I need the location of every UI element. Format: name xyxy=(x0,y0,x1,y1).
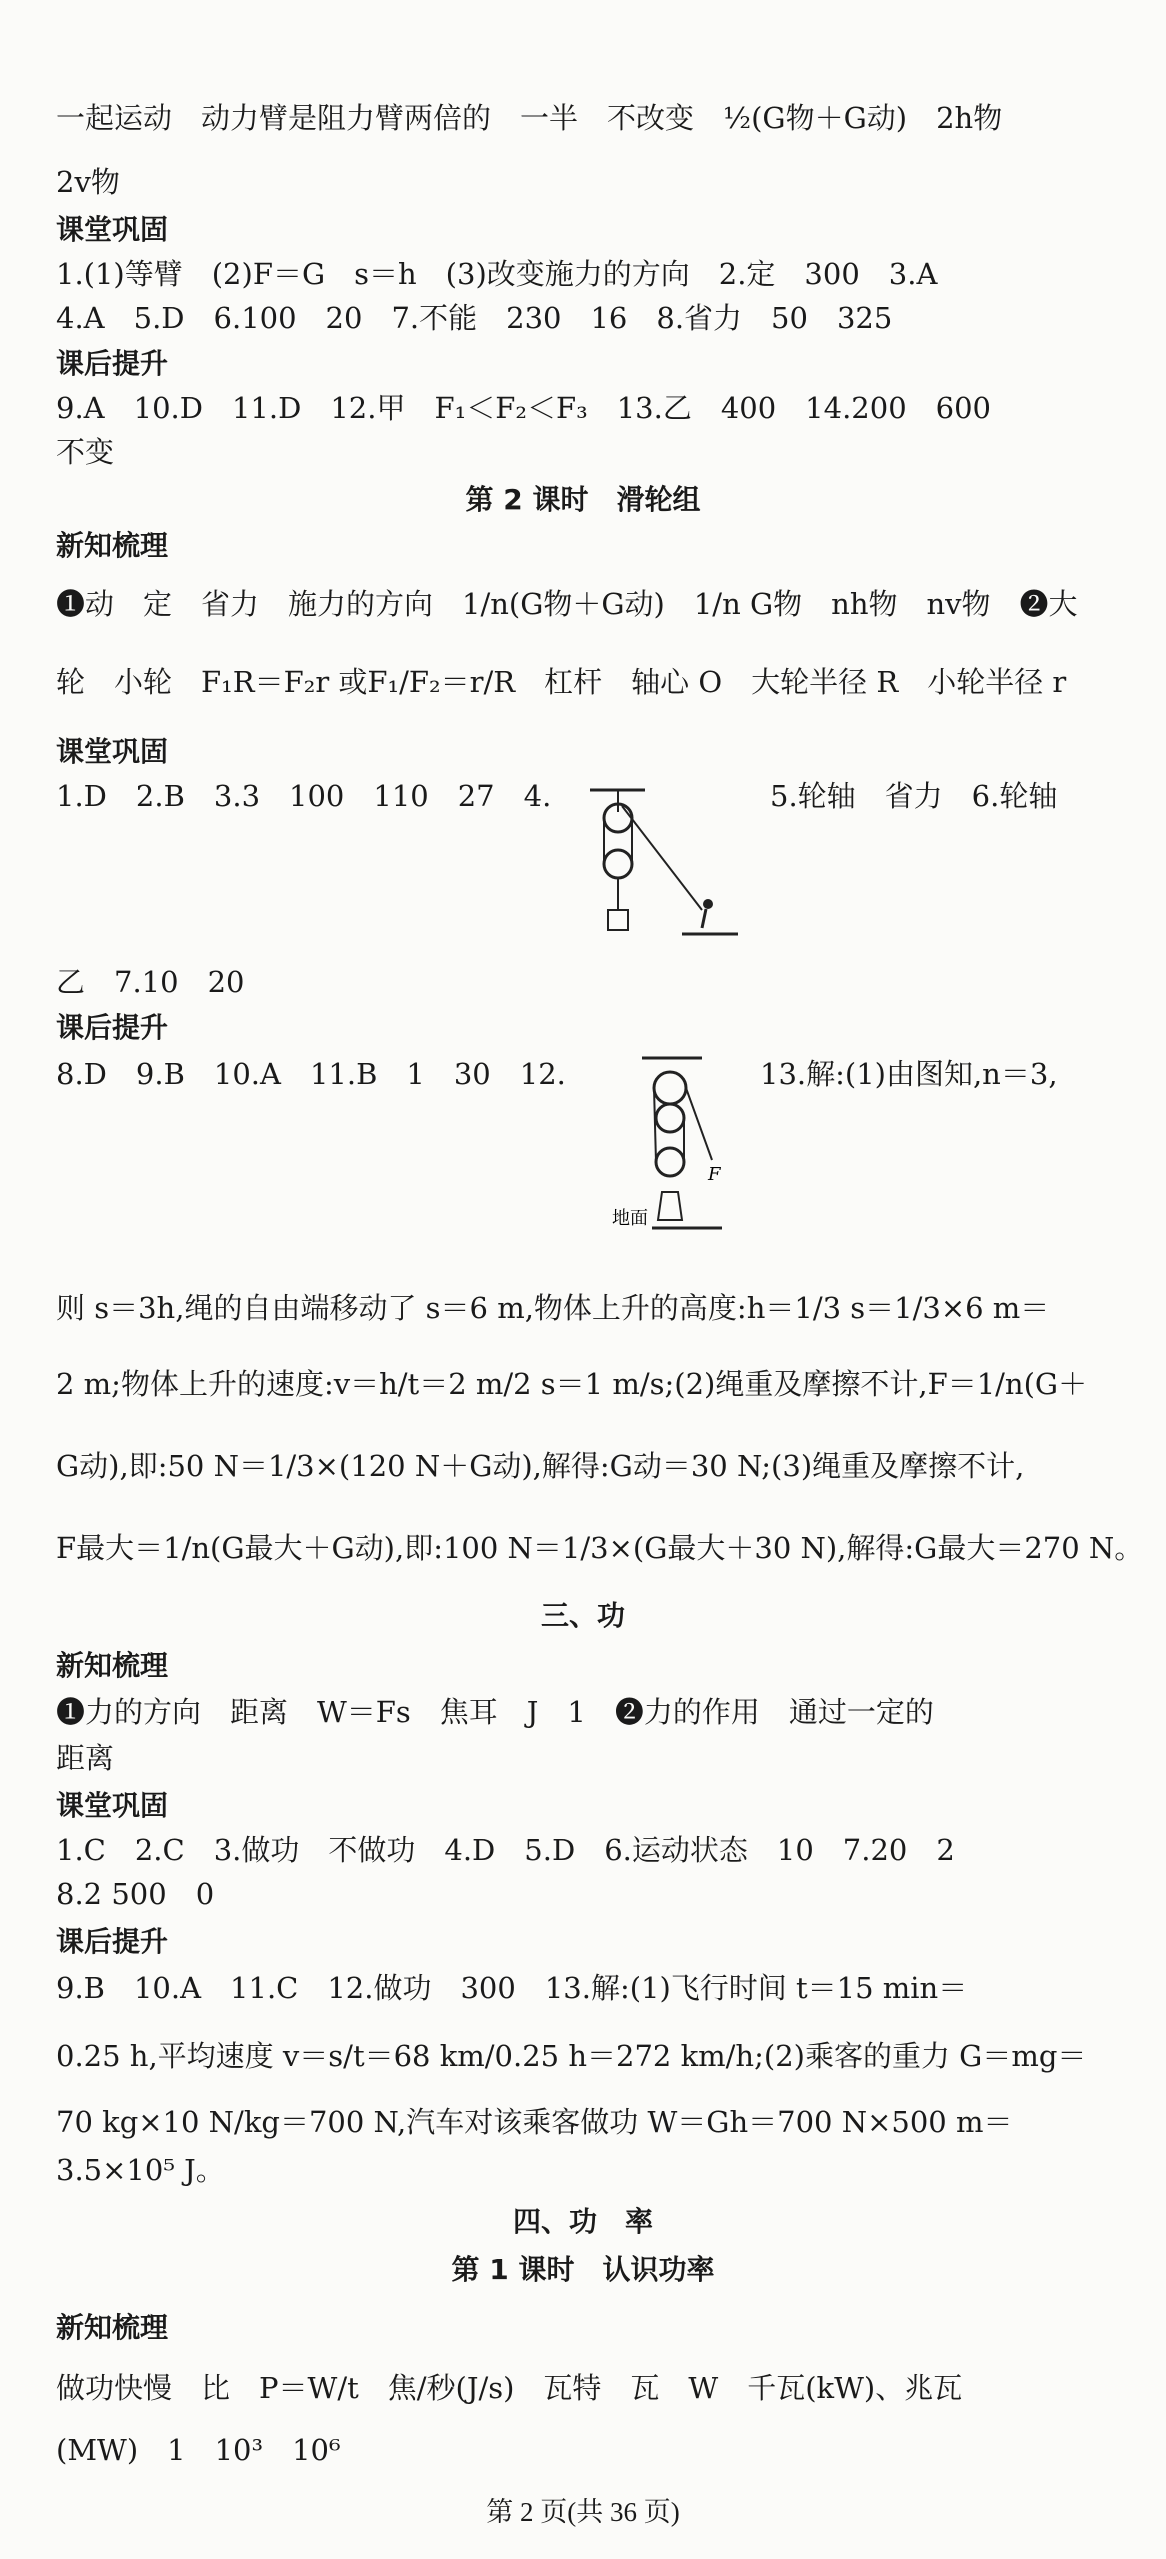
line-7: 9.A 10.D 11.D 12.甲 F₁＜F₂＜F₃ 13.乙 400 14.200 600 xyxy=(56,391,992,425)
force-label: F xyxy=(708,1164,721,1185)
line-14: 1.D 2.B 3.3 100 110 27 4. xyxy=(56,779,552,813)
line-5: 4.A 5.D 6.100 20 7.不能 230 16 8.省力 50 325 xyxy=(56,301,893,335)
pulley-figure-1 xyxy=(570,782,740,942)
person-head xyxy=(703,899,713,909)
line-8: 不变 xyxy=(56,435,115,469)
line-19: 13.解:(1)由图知,n＝3, xyxy=(760,1057,1058,1091)
line-16: 乙 7.10 20 xyxy=(56,965,245,999)
lesson-title: 第 1 课时 认识功率 xyxy=(451,2253,715,2286)
line-1: 一起运动 动力臂是阻力臂两倍的 一半 不改变 ½(G物＋G动) 2h物 xyxy=(56,101,1003,135)
fixed-pulley xyxy=(656,1104,684,1132)
line-27: 距离 xyxy=(56,1741,115,1775)
line-23: F最大＝1/n(G最大＋G动),即:100 N＝1/3×(G最大＋30 N),解得:G最大＝270 N。 xyxy=(56,1531,1144,1565)
moving-pulley xyxy=(604,850,632,878)
section-heading: 课后提升 xyxy=(56,1925,169,1958)
page-footer: 第 2 页(共 36 页) xyxy=(486,2497,680,2527)
line-40: (MW) 1 10³ 10⁶ xyxy=(56,2433,341,2467)
line-26: ❶力的方向 距离 W＝Fs 焦耳 J 1 ❷力的作用 通过一定的 xyxy=(56,1695,934,1729)
load-weight xyxy=(658,1192,682,1220)
ground-label: 地面 xyxy=(612,1208,648,1229)
section-heading: 新知梳理 xyxy=(56,529,169,562)
rope xyxy=(654,1088,656,1162)
section-heading: 课堂巩固 xyxy=(56,735,169,768)
section-heading: 课堂巩固 xyxy=(56,213,169,246)
lesson-title: 第 2 课时 滑轮组 xyxy=(465,483,701,516)
load-box xyxy=(608,910,628,930)
pulley-figure-2 xyxy=(612,1052,722,1252)
line-29: 1.C 2.C 3.做功 不做功 4.D 5.D 6.运动状态 10 7.20 2 xyxy=(56,1833,955,1867)
line-32: 9.B 10.A 11.C 12.做功 300 13.解:(1)飞行时间 t＝15 min＝ xyxy=(56,1971,968,2005)
line-18: 8.D 9.B 10.A 11.B 1 30 12. xyxy=(56,1057,566,1091)
section-heading: 课后提升 xyxy=(56,1011,169,1044)
line-20: 则 s＝3h,绳的自由端移动了 s＝6 m,物体上升的高度:h＝1/3 s＝1/3×6 m＝ xyxy=(56,1291,1050,1325)
line-34: 70 kg×10 N/kg＝700 N,汽车对该乘客做功 W＝Gh＝700 N×500 m＝ xyxy=(56,2105,1013,2139)
line-39: 做功快慢 比 P＝W/t 焦/秒(J/s) 瓦特 瓦 W 千瓦(kW)、兆瓦 xyxy=(56,2371,963,2405)
line-21: 2 m;物体上升的速度:v＝h/t＝2 m/2 s＝1 m/s;(2)绳重及摩擦不计,F＝1/n(G＋ xyxy=(56,1367,1088,1401)
chapter-title: 四、功 率 xyxy=(512,2205,653,2238)
pull-rope xyxy=(622,806,702,910)
section-heading: 新知梳理 xyxy=(56,2311,169,2344)
section-heading: 课后提升 xyxy=(56,347,169,380)
line-2: 2v物 xyxy=(56,165,120,199)
line-35: 3.5×10⁵ J。 xyxy=(56,2153,225,2187)
line-12: 轮 小轮 F₁R＝F₂r 或F₁/F₂＝r/R 杠杆 轴心 O 大轮半径 R 小轮半径 r xyxy=(56,665,1067,699)
chapter-title: 三、功 xyxy=(540,1599,625,1632)
moving-pulley xyxy=(656,1148,684,1176)
line-4: 1.(1)等臂 (2)F＝G s＝h (3)改变施力的方向 2.定 300 3.A xyxy=(56,257,938,291)
line-22: G动),即:50 N＝1/3×(120 N＋G动),解得:G动＝30 N;(3)绳重及摩擦不计, xyxy=(56,1449,1025,1483)
pull-rope xyxy=(686,1088,712,1160)
line-11: ❶动 定 省力 施力的方向 1/n(G物＋G动) 1/n G物 nh物 nv物 ❷大 xyxy=(56,587,1078,621)
line-33: 0.25 h,平均速度 v＝s/t＝68 km/0.25 h＝272 km/h;(2)乘客的重力 G＝mg＝ xyxy=(56,2039,1087,2073)
line-15: 5.轮轴 省力 6.轮轴 xyxy=(770,779,1058,813)
person-body xyxy=(702,909,706,928)
fixed-pulley xyxy=(654,1072,686,1104)
line-30: 8.2 500 0 xyxy=(56,1877,215,1911)
section-heading: 新知梳理 xyxy=(56,1649,169,1682)
section-heading: 课堂巩固 xyxy=(56,1789,169,1822)
